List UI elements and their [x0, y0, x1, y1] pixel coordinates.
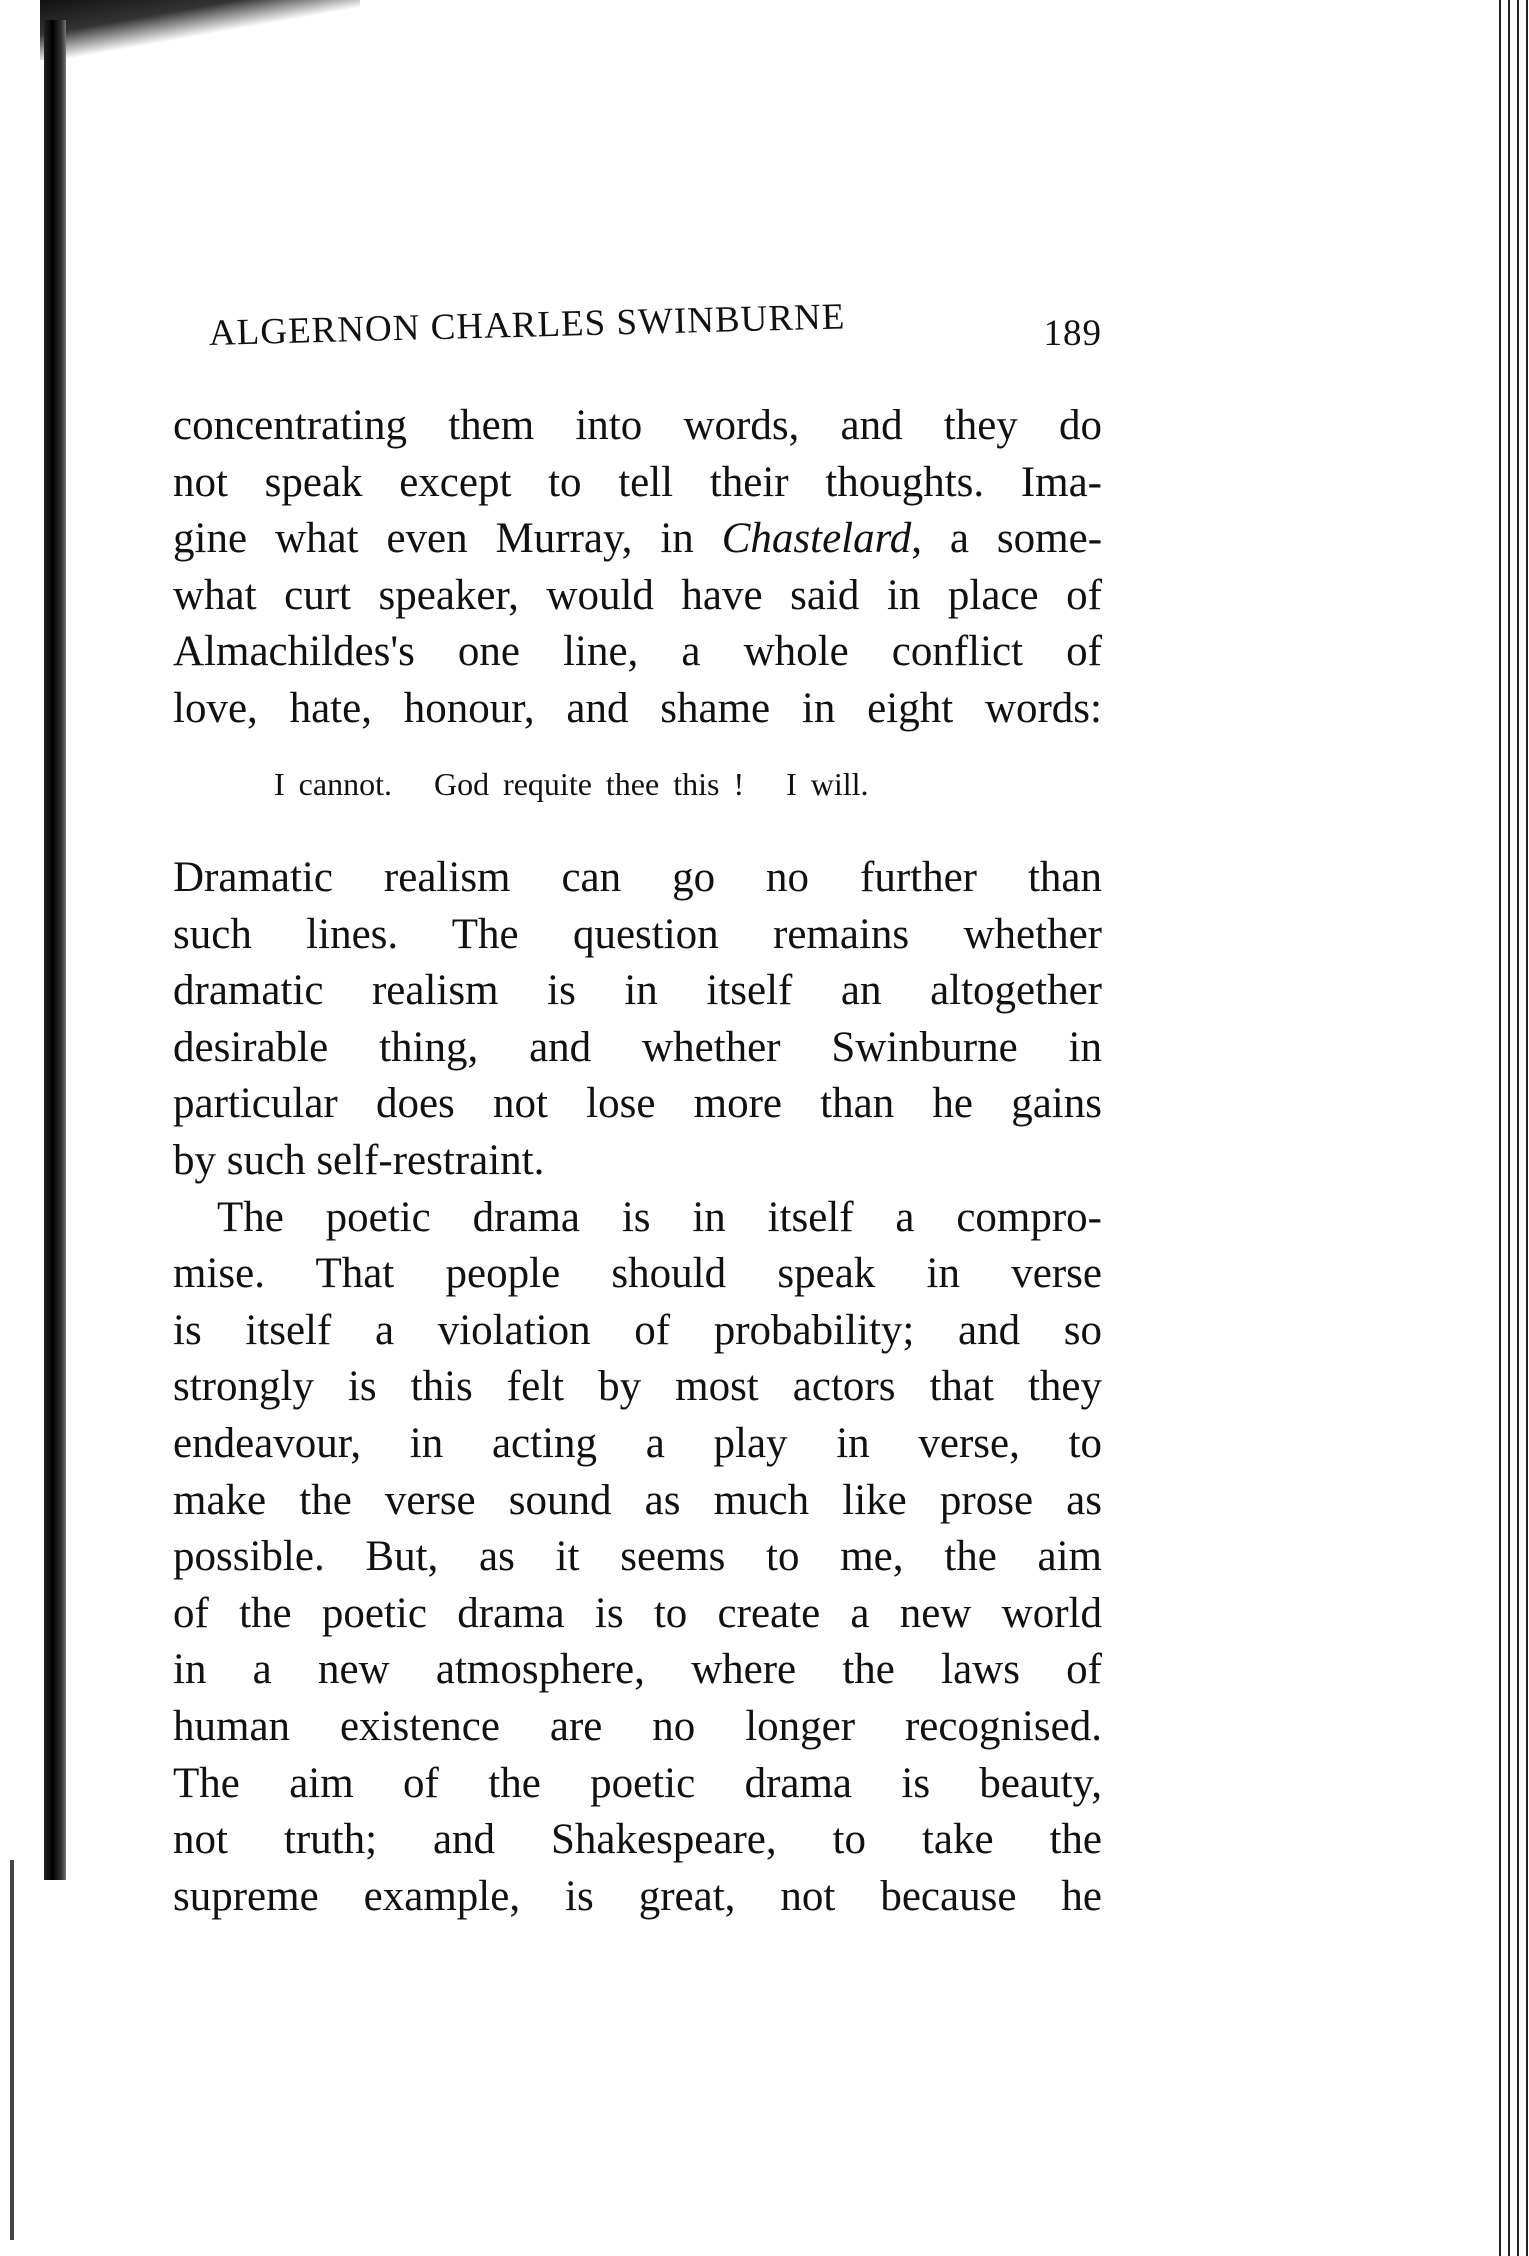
text-line: endeavour, in acting a play in verse, to — [173, 1420, 1102, 1467]
text-line: possible. But, as it seems to me, the aim — [173, 1533, 1102, 1581]
running-header — [208, 296, 1102, 362]
text-line: concentrating them into words, and they do — [173, 402, 1102, 449]
text-line: in a new atmosphere, where the laws of — [173, 1646, 1102, 1694]
text-line: of the poetic drama is to create a new world — [173, 1589, 1102, 1637]
text-line: desirable thing, and whether Swinburne in — [173, 1023, 1102, 1071]
text-segment: , a some- — [911, 515, 1103, 563]
text-line: The aim of the poetic drama is beauty, — [173, 1759, 1102, 1807]
text-line — [173, 511, 1102, 567]
text-line: The poetic drama is in itself a compro- — [217, 1193, 1102, 1241]
text-line: such lines. The question remains whether — [173, 910, 1102, 958]
text-line: dramatic realism is in itself an altogether — [173, 967, 1102, 1015]
text-line: not truth; and Shakespeare, to take the — [173, 1816, 1102, 1864]
text-line: supreme example, is great, not because he — [173, 1872, 1102, 1920]
text-line: love, hate, honour, and shame in eight words: — [173, 685, 1102, 732]
text-line: make the verse sound as much like prose as — [173, 1476, 1102, 1524]
binding-shadow — [44, 20, 66, 1880]
text-line: is itself a violation of probability; and so — [173, 1306, 1102, 1354]
page-edge-lines — [1495, 0, 1529, 2256]
text-line: human existence are no longer recognised. — [173, 1703, 1102, 1750]
text-line: Dramatic realism can go no further than — [173, 854, 1102, 901]
text-line: Almachildes's one line, a whole conflict of — [173, 628, 1102, 676]
text-line: mise. That people should speak in verse — [173, 1250, 1102, 1298]
italic-title: Chastelard — [721, 515, 912, 563]
scan-shadow-corner — [40, 0, 360, 60]
text-line: strongly is this felt by most actors that they — [173, 1363, 1102, 1411]
text-line: what curt speaker, would have said in place of — [173, 571, 1102, 619]
verse-quotation: I cannot. God requite thee this ! I will. — [274, 766, 869, 802]
text-line: particular does not lose more than he gains — [173, 1080, 1102, 1128]
running-title: ALGERNON CHARLES SWINBURNE — [208, 296, 846, 354]
text-line: by such self-restraint. — [173, 1137, 545, 1184]
text-line: not speak except to tell their thoughts. Ima- — [173, 458, 1102, 506]
text-segment: gine what even Murray, in — [173, 515, 722, 563]
page-number: 189 — [1043, 313, 1102, 354]
binding-edge — [10, 1860, 14, 2240]
